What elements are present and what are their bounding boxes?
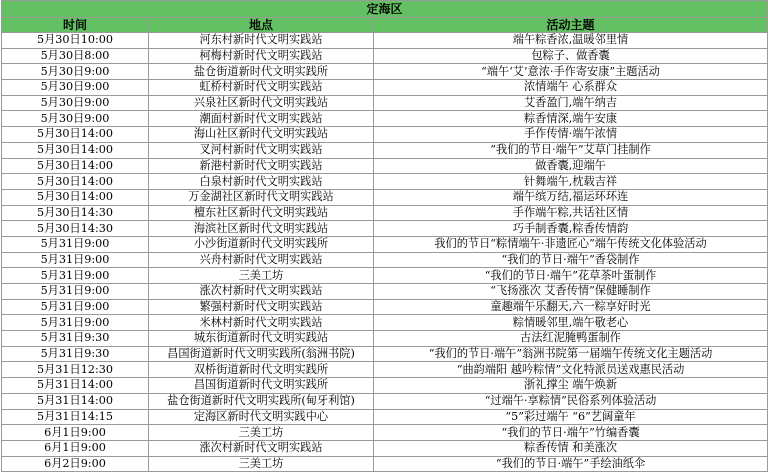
cell-location: 三美工坊 [149, 268, 374, 284]
cell-time: 5月30日14:30 [2, 221, 149, 237]
cell-location: 米林村新时代文明实践站 [149, 315, 374, 331]
table-row [2, 346, 768, 362]
cell-theme: 巧手制香囊,粽香传情韵 [374, 221, 768, 237]
cell-theme: 针舞端午,枕载吉祥 [374, 174, 768, 190]
cell-location: 河东村新时代文明实践站 [149, 33, 374, 49]
cell-time: 6月2日9:00 [2, 456, 149, 472]
cell-time: 5月31日9:30 [2, 331, 149, 347]
cell-theme: 做香囊,迎端午 [374, 158, 768, 174]
cell-location: 檀东社区新时代文明实践站 [149, 205, 374, 221]
cell-time: 5月31日9:30 [2, 346, 149, 362]
cell-theme: “我们的节日·端午”手绘油纸伞 [374, 456, 768, 472]
cell-theme: “我们的节日·端午”花草茶叶蛋制作 [374, 268, 768, 284]
table-body [2, 33, 768, 472]
cell-time: 5月30日9:00 [2, 64, 149, 80]
cell-time: 5月30日9:00 [2, 95, 149, 111]
table-row [2, 409, 768, 425]
cell-theme: “端午‘艾’意浓·手作寄安康”主题活动 [374, 64, 768, 80]
cell-time: 5月30日9:00 [2, 80, 149, 96]
table-row [2, 189, 768, 205]
column-header-time: 时间 [2, 18, 149, 33]
column-header-location: 地点 [149, 18, 374, 33]
cell-location: 定海区新时代文明实践中心 [149, 409, 374, 425]
table-row [2, 425, 768, 441]
table-row [2, 236, 768, 252]
cell-theme: 手作端午粽,共话社区情 [374, 205, 768, 221]
cell-location: 万金湖社区新时代文明实践站 [149, 189, 374, 205]
table-row [2, 142, 768, 158]
table-row [2, 80, 768, 96]
cell-time: 5月30日14:00 [2, 189, 149, 205]
cell-time: 5月31日9:00 [2, 299, 149, 315]
event-schedule-table [1, 0, 768, 472]
cell-time: 5月30日14:00 [2, 158, 149, 174]
table-row [2, 33, 768, 49]
table-row [2, 158, 768, 174]
cell-location: 三美工坊 [149, 456, 374, 472]
event-table-container [1, 0, 767, 470]
cell-theme: 包粽子、做香囊 [374, 48, 768, 64]
table-row [2, 111, 768, 127]
cell-theme: 手作传情·端午浓情 [374, 127, 768, 143]
table-row [2, 127, 768, 143]
table-title: 定海区 [2, 1, 768, 18]
cell-location: 盐仓街道新时代文明实践所 [149, 64, 374, 80]
cell-location: 昌国街道新时代文明实践所(翁洲书院) [149, 346, 374, 362]
cell-theme: “曲韵端阳 越吟粽情”文化特派员送戏惠民活动 [374, 362, 768, 378]
cell-location: 虹桥村新时代文明实践站 [149, 80, 374, 96]
cell-theme: 端午缤万结,福运环环连 [374, 189, 768, 205]
table-row [2, 456, 768, 472]
table-row [2, 331, 768, 347]
cell-time: 5月31日9:00 [2, 252, 149, 268]
cell-theme: “我们的节日·端午”香袋制作 [374, 252, 768, 268]
cell-location: 昌国街道新时代文明实践所 [149, 378, 374, 394]
cell-time: 5月30日14:00 [2, 174, 149, 190]
cell-theme: “过端午·享粽情”民俗系列体验活动 [374, 393, 768, 409]
cell-theme: 浓情端午 心系群众 [374, 80, 768, 96]
table-row [2, 378, 768, 394]
cell-location: 盐仓街道新时代文明实践所(甸牙利馆) [149, 393, 374, 409]
table-row [2, 362, 768, 378]
table-row [2, 440, 768, 456]
cell-time: 5月31日9:00 [2, 315, 149, 331]
cell-time: 5月31日9:00 [2, 236, 149, 252]
cell-time: 5月31日14:15 [2, 409, 149, 425]
cell-location: 白泉村新时代文明实践站 [149, 174, 374, 190]
cell-theme: 我们的节日“粽情端午·非遗匠心”端午传统文化体验活动 [374, 236, 768, 252]
cell-location: 海滨社区新时代文明实践站 [149, 221, 374, 237]
table-row [2, 221, 768, 237]
cell-location: 繁强村新时代文明实践站 [149, 299, 374, 315]
cell-location: 兴泉社区新时代文明实践站 [149, 95, 374, 111]
cell-theme: “我们的节日·端午”艾草门挂制作 [374, 142, 768, 158]
table-title-row [2, 1, 768, 18]
cell-time: 5月30日10:00 [2, 33, 149, 49]
cell-time: 5月30日14:30 [2, 205, 149, 221]
cell-location: 海山社区新时代文明实践站 [149, 127, 374, 143]
cell-time: 5月31日14:00 [2, 393, 149, 409]
cell-location: 叉河村新时代文明实践站 [149, 142, 374, 158]
cell-theme: 古法红泥腌鸭蛋制作 [374, 331, 768, 347]
table-row [2, 299, 768, 315]
cell-theme: “飞扬涨次 艾香传情”保健睡制作 [374, 284, 768, 300]
table-row [2, 174, 768, 190]
table-row [2, 284, 768, 300]
cell-location: 三美工坊 [149, 425, 374, 441]
cell-time: 5月31日9:00 [2, 268, 149, 284]
cell-theme: “我们的节日·端午”竹编香囊 [374, 425, 768, 441]
cell-theme: 粽香传情 和美涨次 [374, 440, 768, 456]
table-row [2, 48, 768, 64]
table-header-row [2, 18, 768, 33]
cell-time: 5月30日14:00 [2, 127, 149, 143]
cell-location: 小沙街道新时代文明实践所 [149, 236, 374, 252]
cell-theme: 粽情暖邻里,端午敬老心 [374, 315, 768, 331]
cell-theme: 端午粽香浓,温暖邻里情 [374, 33, 768, 49]
cell-time: 5月30日9:00 [2, 111, 149, 127]
cell-time: 5月30日8:00 [2, 48, 149, 64]
cell-theme: 艾香盈门,端午纳吉 [374, 95, 768, 111]
cell-theme: “我们的节日·端午”翁洲书院第一届端午传统文化主题活动 [374, 346, 768, 362]
table-row [2, 393, 768, 409]
table-row [2, 268, 768, 284]
table-row [2, 315, 768, 331]
cell-location: 新港村新时代文明实践站 [149, 158, 374, 174]
cell-time: 5月31日14:00 [2, 378, 149, 394]
cell-location: 涨次村新时代文明实践站 [149, 284, 374, 300]
cell-location: 兴舟村新时代文明实践站 [149, 252, 374, 268]
cell-theme: 粽香情深,端午安康 [374, 111, 768, 127]
cell-time: 5月31日9:00 [2, 284, 149, 300]
cell-location: 涨次村新时代文明实践站 [149, 440, 374, 456]
table-row [2, 64, 768, 80]
cell-time: 6月1日9:00 [2, 440, 149, 456]
cell-location: 城东街道新时代文明实践站 [149, 331, 374, 347]
table-row [2, 205, 768, 221]
table-row [2, 252, 768, 268]
cell-location: 双桥街道新时代文明实践所 [149, 362, 374, 378]
cell-theme: 童趣端午乐翻天,六一粽享好时光 [374, 299, 768, 315]
cell-theme: “5”彩过端午 “6”艺阔童年 [374, 409, 768, 425]
column-header-theme: 活动主题 [374, 18, 768, 33]
cell-time: 5月31日12:30 [2, 362, 149, 378]
cell-location: 柯梅村新时代文明实践站 [149, 48, 374, 64]
cell-theme: 浙礼撑尘 端午焕新 [374, 378, 768, 394]
table-row [2, 95, 768, 111]
cell-time: 5月30日14:00 [2, 142, 149, 158]
cell-location: 潮面村新时代文明实践站 [149, 111, 374, 127]
cell-time: 6月1日9:00 [2, 425, 149, 441]
